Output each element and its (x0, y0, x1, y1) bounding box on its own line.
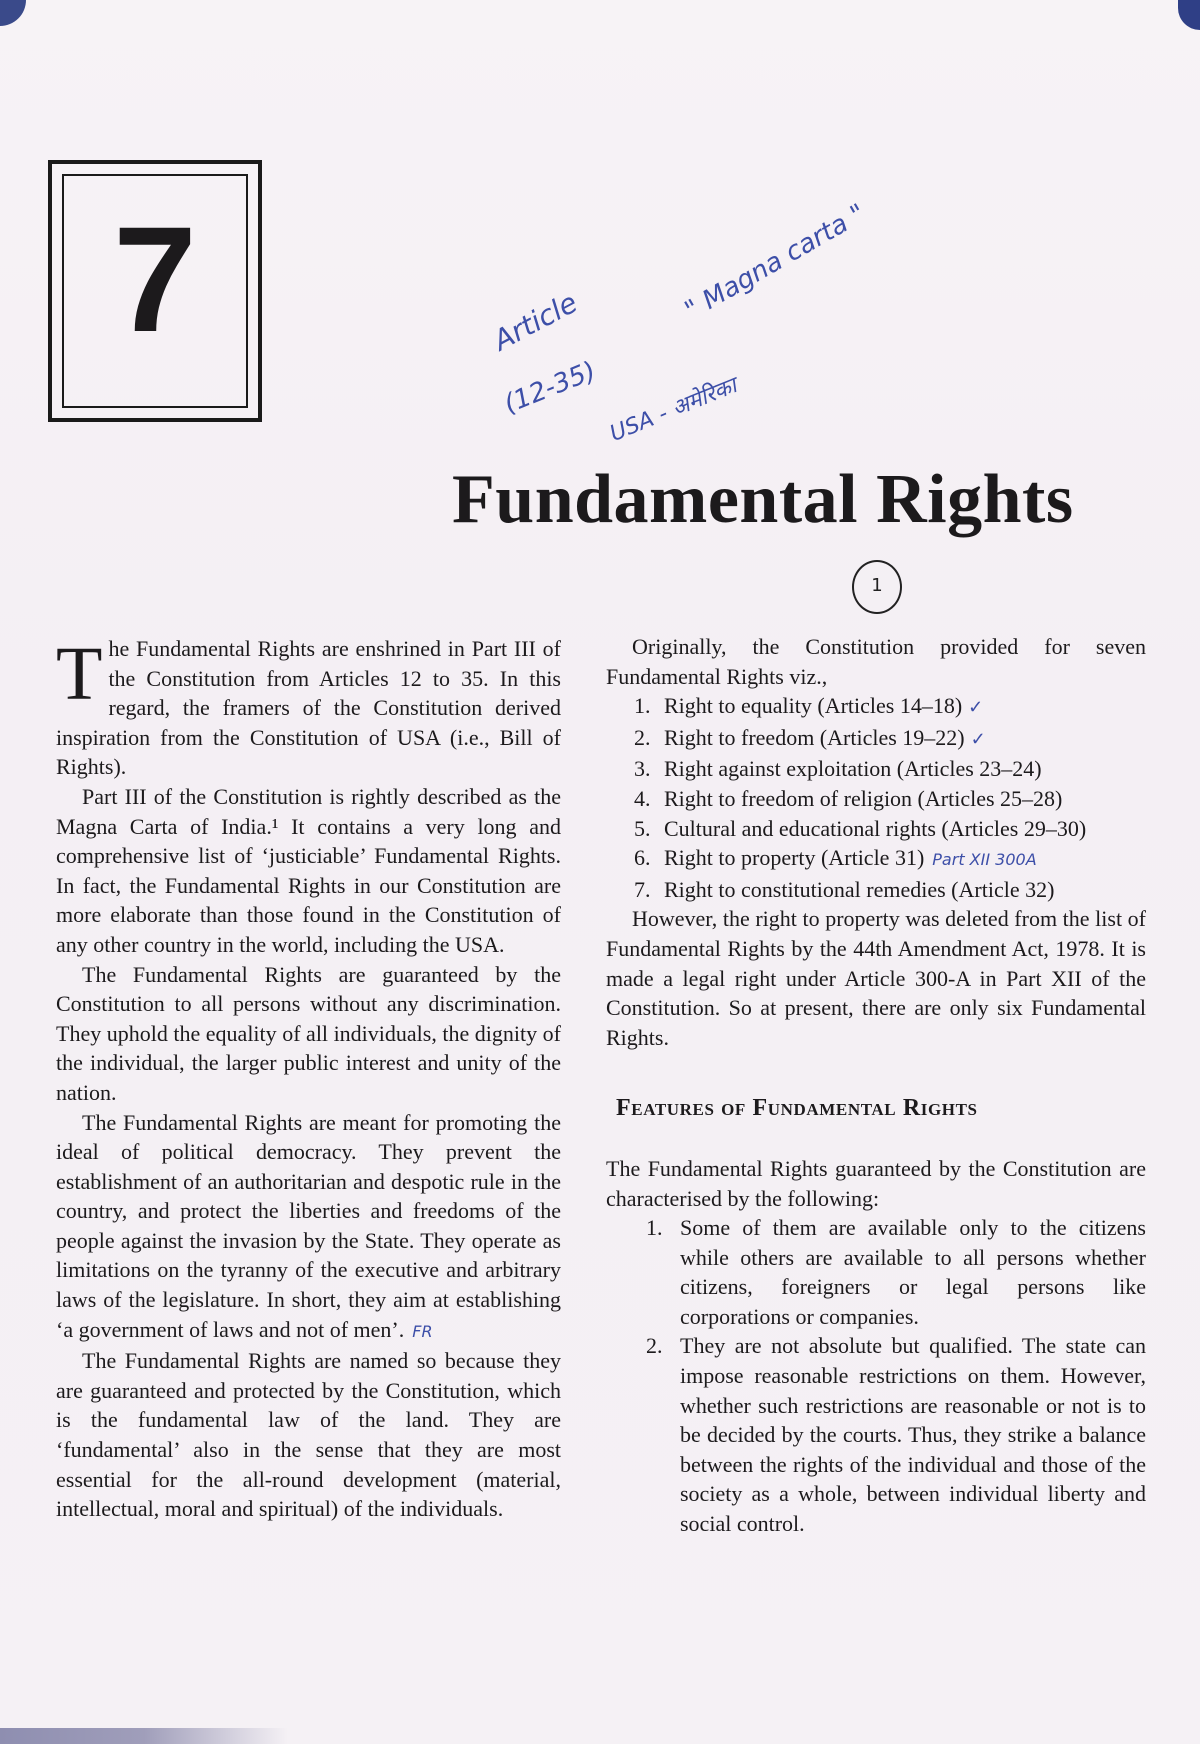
list-number: 5. (634, 815, 651, 841)
handwritten-article: Article (488, 285, 583, 358)
list-item (606, 814, 1146, 844)
list-number: 1. (646, 1215, 663, 1241)
drop-cap: T (56, 632, 103, 716)
list-number: 1. (634, 693, 651, 719)
list-item (606, 843, 1146, 875)
paragraph-named-so: The Fundamental Rights are named so because they are guaranteed and protected by the Constitution, which is the fundamental law of the land. They are ‘fundamental’ also in the sense that they are most essential for the all-round development (material, intellectual, moral and spiritual) of the individuals. (56, 1348, 561, 1522)
section-heading-features: Features of Fundamental Rights (616, 1095, 978, 1122)
handwritten-circled-number: 1 (852, 560, 902, 614)
list-item (606, 1331, 1146, 1538)
check-mark-icon: ✓ (968, 697, 984, 718)
list-item (606, 723, 1146, 755)
list-text: They are not absolute but qualified. The state can impose reasonable restrictions on them. However, whether such restrictions are reasonable or not is to be decided by the courts. Thus, they strike a balance between the rights of the individual and those of the society as a whole, between individual liberty and social control. (680, 1333, 1146, 1537)
handwritten-part-note: Part XII 300A (932, 850, 1037, 870)
paragraph-text: he Fundamental Rights are enshrined in Part III of the Constitution from Articles 12 to 35. In this regard, the framers of the Constitution derived inspiration from the Constitution of USA (i.e., Bill of Rights). (56, 636, 561, 780)
list-number: 7. (634, 876, 651, 902)
features-list (606, 1213, 1146, 1539)
right-column (606, 632, 1146, 1539)
handwritten-magna-carta: " Magna carta " (680, 198, 871, 326)
list-item (606, 754, 1146, 784)
list-text: Right to freedom (Articles 19–22) (664, 724, 965, 750)
chapter-number-box (48, 160, 262, 422)
list-text: Right to equality (Articles 14–18) (664, 693, 963, 719)
page-edge-shadow (1178, 0, 1200, 30)
list-text: Cultural and educational rights (Articles 29–30) (664, 815, 1087, 841)
paragraph-text: The Fundamental Rights are meant for promoting the ideal of political democracy. They prevent the establishment of an authoritarian and despotic rule in the country, and protect the liberties and freedoms of the people against the invasion by the State. They operate as limitations on the tyranny of the executive and arbitrary laws of the legislature. In short, they aim at establishing ‘a government of laws and not of men’. (56, 1109, 561, 1342)
paragraph-features-intro: The Fundamental Rights guaranteed by the Constitution are characterised by the following: (606, 1155, 1146, 1211)
paragraph-democracy (56, 1108, 561, 1347)
list-text: Right against exploitation (Articles 23–24) (664, 756, 1042, 782)
list-text: Right to freedom of religion (Articles 25–28) (664, 785, 1063, 811)
list-number: 2. (646, 1333, 663, 1359)
chapter-title: Fundamental Rights (452, 461, 1074, 538)
list-number: 6. (634, 845, 651, 871)
page-bottom-shadow (0, 1728, 1200, 1744)
chapter-number: 7 (113, 195, 197, 363)
list-text: Right to constitutional remedies (Article 32) (664, 876, 1055, 902)
check-mark-icon: ✓ (970, 728, 986, 749)
handwritten-article-range: (12-35) (500, 356, 601, 420)
list-item (606, 691, 1146, 723)
list-number: 3. (634, 756, 651, 782)
list-item (606, 784, 1146, 814)
paragraph-property-deleted: However, the right to property was deleted from the list of Fundamental Rights by the 44th Amendment Act, 1978. It is made a legal right under Article 300-A in Part XII of the Constitution. So at present, there are only six Fundamental Rights. (606, 906, 1146, 1050)
handwritten-usa: USA - अमेरिका (606, 373, 741, 447)
rights-list (606, 691, 1146, 904)
handwritten-fr-note: FR (412, 1321, 433, 1341)
list-text: Some of them are available only to the citizens while others are available to all persons whether citizens, foreigners or legal persons like corporations or companies. (680, 1215, 1146, 1329)
paragraph-guaranteed: The Fundamental Rights are guaranteed by the Constitution to all persons without any discrimination. They uphold the equality of all individuals, the dignity of the individual, the larger public interest and unity of the nation. (56, 961, 561, 1105)
paragraph-intro (56, 634, 561, 782)
paragraph-originally: Originally, the Constitution provided for seven Fundamental Rights viz., (606, 634, 1146, 689)
list-item (606, 1213, 1146, 1331)
page-edge-shadow (0, 0, 26, 26)
left-column (56, 634, 561, 1524)
list-text: Right to property (Article 31) (664, 845, 925, 871)
list-number: 2. (634, 724, 651, 750)
paragraph-magna-carta: Part III of the Constitution is rightly described as the Magna Carta of India.¹ It contains a very long and comprehensive list of ‘justiciable’ Fundamental Rights. In fact, the Fundamental Rights in our Constitution are more elaborate than those found in the Constitution of any other country in the world, including the USA. (56, 783, 561, 957)
list-number: 4. (634, 785, 651, 811)
list-item (606, 875, 1146, 905)
